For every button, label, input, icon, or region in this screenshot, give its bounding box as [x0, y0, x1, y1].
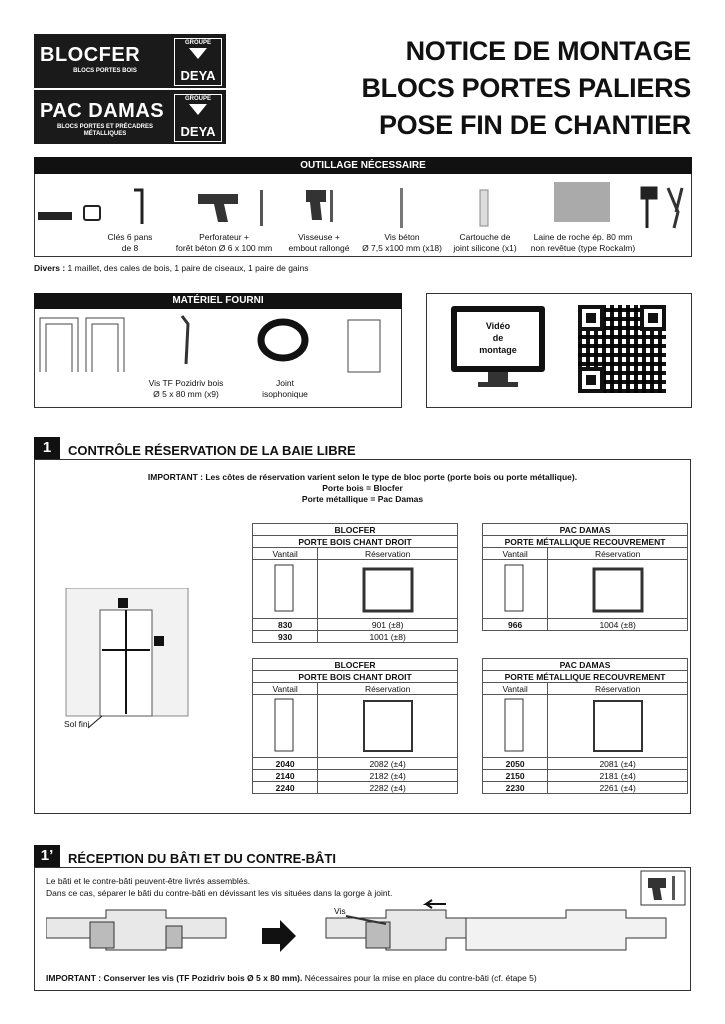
screw-detail-icon — [366, 922, 390, 948]
qr-code-icon[interactable] — [578, 305, 666, 393]
frame-icon — [40, 318, 78, 372]
frame-icon — [86, 318, 124, 372]
screwdriver-icon — [306, 190, 326, 220]
door-leaf-diagram — [483, 560, 548, 619]
door-leaf-diagram — [483, 695, 548, 758]
title-line: BLOCS PORTES PALIERS — [361, 73, 691, 103]
caption-line: Ø 5 x 80 mm (x9) — [153, 389, 219, 399]
frame-diagram — [318, 695, 458, 758]
deya-triangle-icon — [189, 104, 207, 115]
video-label: de — [492, 333, 504, 343]
important-line: Porte bois = Blocfer — [322, 483, 403, 493]
table-cell: 2282 (±4) — [318, 782, 458, 794]
silicone-cartridge-icon — [480, 190, 488, 226]
table-cell: 2230 — [483, 782, 548, 794]
table-type: PORTE BOIS CHANT DROIT — [253, 671, 458, 683]
materiel-caption — [136, 378, 236, 400]
qr-finder-icon — [640, 305, 666, 331]
tool-caption — [356, 232, 448, 254]
level-icon — [38, 212, 72, 220]
table-cell: 2082 (±4) — [318, 758, 458, 770]
logo-sub: BLOCS PORTES BOIS — [73, 68, 137, 74]
concrete-screw-icon — [400, 188, 403, 228]
caption-line: embout rallongé — [288, 243, 350, 253]
table-cell: 1001 (±8) — [318, 631, 458, 643]
logo-brand: PAC DAMAS — [40, 100, 165, 122]
frame-diagram — [318, 560, 458, 619]
rock-wool-icon — [554, 182, 610, 222]
table-cell: 901 (±8) — [318, 619, 458, 631]
table-type: PORTE MÉTALLIQUE RECOUVREMENT — [483, 671, 688, 683]
sol-fini-label: Sol fini — [64, 719, 90, 729]
tool-caption — [524, 232, 642, 254]
drill-bit-icon — [260, 190, 263, 226]
vis-label: Vis — [334, 906, 346, 916]
tool-caption — [282, 232, 356, 254]
table-cell: 2081 (±4) — [548, 758, 688, 770]
col-reservation: Réservation — [548, 548, 688, 560]
video-label: Vidéo — [485, 321, 511, 331]
reservation-table — [252, 523, 458, 643]
table-cell: 2240 — [253, 782, 318, 794]
table-cell: 2182 (±4) — [318, 770, 458, 782]
table-cell: 2040 — [253, 758, 318, 770]
col-reservation: Réservation — [318, 548, 458, 560]
col-vantail: Vantail — [253, 683, 318, 695]
reservation-table — [482, 658, 688, 794]
tape-measure-icon — [84, 206, 100, 220]
wood-screw-icon — [182, 316, 188, 364]
pliers-icon — [668, 188, 682, 228]
logo-sub: BLOCS PORTES ET PRÉCADRES MÉTALLIQUES — [56, 124, 153, 137]
caption-line: Clés 6 pans — [107, 232, 153, 242]
logo-blocfer — [34, 34, 226, 88]
important-bold: IMPORTANT : Conserver les vis (TF Pozidriv bois Ø 5 x 80 mm). — [46, 973, 303, 983]
caption-line: non revêtue (type Rockalm) — [530, 243, 636, 253]
deya-label: DEYA — [180, 68, 216, 83]
gauge-icon — [154, 636, 164, 646]
hammer-drill-icon — [198, 194, 238, 222]
seal-roll-icon — [261, 322, 305, 358]
tools-illustration — [38, 180, 690, 230]
groupe-label: GROUPE — [184, 40, 211, 46]
table-type: PORTE BOIS CHANT DROIT — [253, 536, 458, 548]
screw-bit-icon — [330, 190, 333, 222]
deya-triangle-icon — [189, 48, 207, 59]
materiel-header: MATÉRIEL FOURNI — [34, 293, 402, 309]
door-leaf-diagram — [253, 695, 318, 758]
caption-line: Vis béton — [384, 232, 420, 242]
divers-label: Divers : — [34, 263, 66, 273]
divers-text: 1 maillet, des cales de bois, 1 paire de ciseaux, 1 paire de gains — [65, 263, 309, 273]
caption-line: Vis TF Pozidriv bois — [148, 378, 224, 388]
materiel-caption — [246, 378, 324, 400]
qr-finder-icon — [578, 367, 604, 393]
col-vantail: Vantail — [483, 548, 548, 560]
logo-pac-damas — [34, 90, 226, 144]
table-cell: 2181 (±4) — [548, 770, 688, 782]
table-brand: PAC DAMAS — [483, 524, 688, 536]
bay-diagram — [40, 588, 190, 736]
caption-line: de 8 — [121, 243, 139, 253]
table-cell: 1004 (±8) — [548, 619, 688, 631]
step-number: 1’ — [34, 845, 60, 867]
caption-line: forêt béton Ø 6 x 100 mm — [175, 243, 273, 253]
tool-caption — [448, 232, 522, 254]
reservation-table — [252, 658, 458, 794]
groupe-label: GROUPE — [184, 96, 211, 102]
caption-line: joint silicone (x1) — [453, 243, 517, 253]
monitor-base-icon — [478, 382, 518, 387]
screw-detail-icon — [90, 922, 114, 948]
step-title: CONTRÔLE RÉSERVATION DE LA BAIE LIBRE — [68, 443, 356, 458]
table-cell: 966 — [483, 619, 548, 631]
door-leaf-diagram — [253, 560, 318, 619]
caption-line: Cartouche de — [459, 232, 511, 242]
screw-detail-icon — [166, 926, 182, 948]
logo-brand: BLOCFER — [40, 44, 141, 66]
frame-diagram — [548, 695, 688, 758]
table-cell: 2140 — [253, 770, 318, 782]
col-vantail: Vantail — [253, 548, 318, 560]
divers-line — [34, 263, 309, 273]
video-link[interactable] — [457, 312, 539, 366]
pointer-line — [88, 716, 102, 728]
important-line: Porte métallique = Pac Damas — [301, 494, 424, 504]
mallet-icon — [642, 188, 656, 228]
step1b-text — [46, 875, 392, 899]
table-cell: 2050 — [483, 758, 548, 770]
allen-key-icon — [134, 190, 142, 224]
deya-label: DEYA — [180, 124, 216, 139]
col-vantail: Vantail — [483, 683, 548, 695]
outillage-header: OUTILLAGE NÉCESSAIRE — [34, 157, 692, 174]
table-cell: 930 — [253, 631, 318, 643]
reservation-table — [482, 523, 688, 631]
caption-line: isophonique — [262, 389, 308, 399]
frame-diagram — [548, 560, 688, 619]
table-cell: 2261 (±4) — [548, 782, 688, 794]
step1-important — [34, 472, 691, 505]
step-number: 1 — [34, 437, 60, 459]
caption-line: Visseuse + — [298, 232, 340, 242]
tool-caption — [100, 232, 160, 254]
title-line: POSE FIN DE CHANTIER — [378, 110, 691, 140]
groupe-deya-logo — [174, 38, 222, 86]
title-line: NOTICE DE MONTAGE — [405, 36, 691, 66]
step1b-important — [46, 973, 537, 983]
gauge-icon — [118, 598, 128, 608]
caption-line: Laine de roche ép. 80 mm — [533, 232, 633, 242]
col-reservation: Réservation — [548, 683, 688, 695]
arrow-left-icon — [426, 900, 446, 908]
tool-caption — [168, 232, 280, 254]
caption-line: Joint — [276, 378, 294, 388]
qr-finder-icon — [578, 305, 604, 331]
caption-line: Ø 7,5 x100 mm (x18) — [362, 243, 442, 253]
table-cell: 2150 — [483, 770, 548, 782]
page-title — [361, 33, 691, 144]
arrow-right-icon — [262, 920, 296, 952]
table-type: PORTE MÉTALLIQUE RECOUVREMENT — [483, 536, 688, 548]
video-label: montage — [479, 345, 517, 355]
materiel-illustration — [38, 312, 398, 374]
monitor-stand-icon — [488, 372, 508, 382]
step-title: RÉCEPTION DU BÂTI ET DU CONTRE-BÂTI — [68, 851, 336, 866]
frame-section-diagram — [46, 898, 686, 966]
caption-line: Perforateur + — [199, 232, 249, 242]
groupe-deya-logo — [174, 94, 222, 142]
monitor-icon[interactable] — [451, 306, 545, 372]
table-cell: 830 — [253, 619, 318, 631]
table-brand: BLOCFER — [253, 524, 458, 536]
col-reservation: Réservation — [318, 683, 458, 695]
important-rest: Nécessaires pour la mise en place du contre-bâti (cf. étape 5) — [302, 973, 537, 983]
important-line: IMPORTANT : Les côtes de réservation varient selon le type de bloc porte (porte bois ou porte métallique). — [147, 472, 578, 482]
table-brand: BLOCFER — [253, 659, 458, 671]
text-line: Dans ce cas, séparer le bâti du contre-bâti en dévissant les vis situées dans la gorge à joint. — [46, 888, 393, 898]
table-brand: PAC DAMAS — [483, 659, 688, 671]
text-line: Le bâti et le contre-bâti peuvent-être livrés assemblés. — [46, 876, 251, 886]
door-leaf-icon — [348, 320, 380, 372]
